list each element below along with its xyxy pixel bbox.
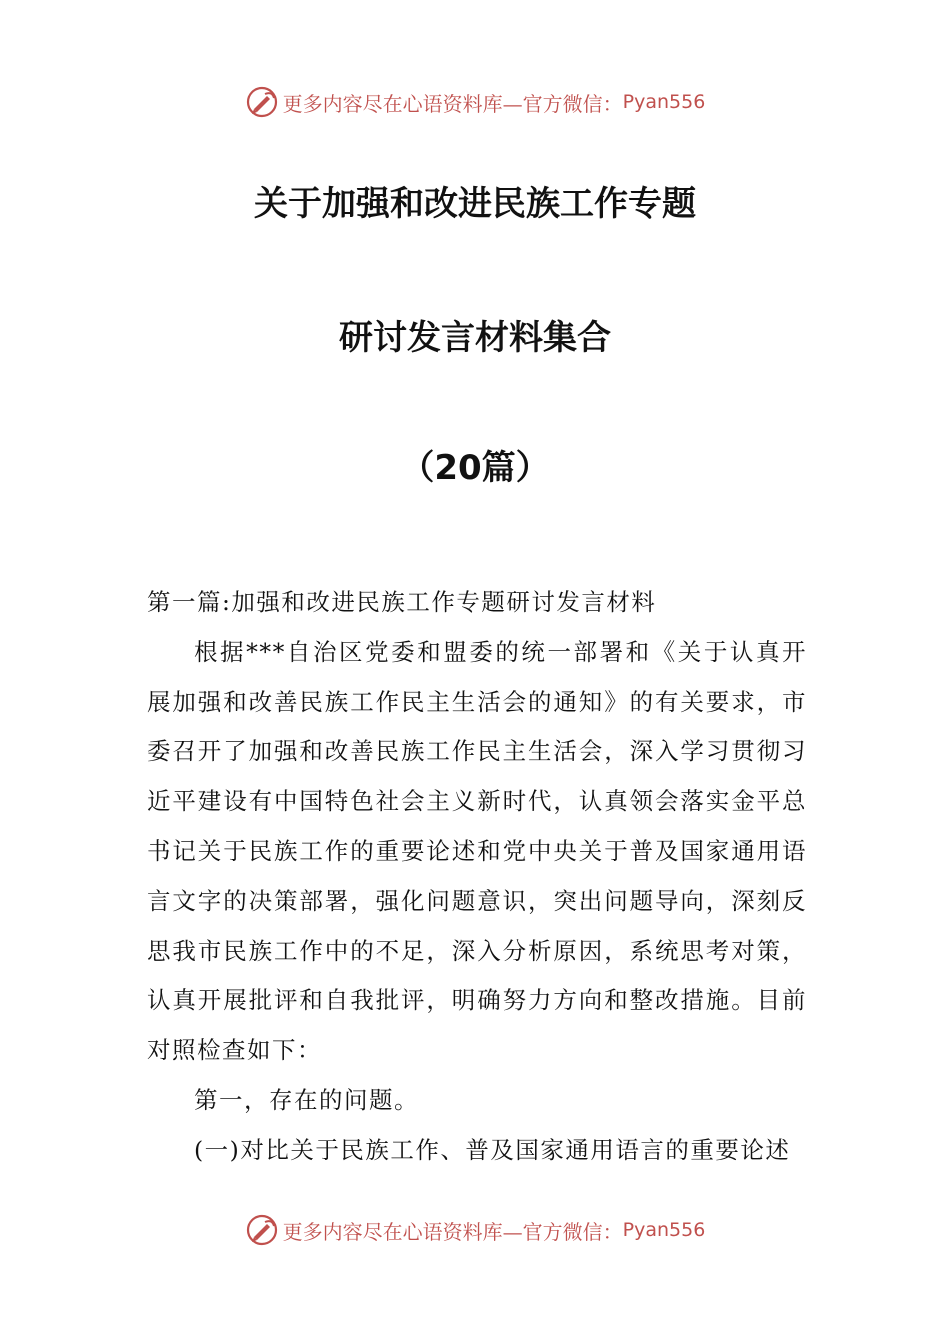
watermark-text: 更多内容尽在心语资料库—官方微信： [282, 1219, 623, 1244]
pen-logo-icon [245, 1213, 279, 1247]
document-title-line1: 关于加强和改进民族工作专题 [254, 184, 696, 224]
watermark-handle: Pyan556 [622, 1219, 706, 1241]
footer-watermark [0, 1210, 950, 1250]
body-paragraph: (一)对比关于民族工作、普及国家通用语言的重要论述 [194, 1135, 791, 1164]
section-heading: 第一篇:加强和改进民族工作专题研讨发言材料 [147, 588, 657, 616]
body-paragraph: 第一，存在的问题。 [194, 1085, 419, 1114]
document-title-count: （20篇） [400, 448, 550, 488]
watermark-handle: Pyan556 [622, 91, 706, 113]
watermark-text: 更多内容尽在心语资料库—官方微信： [282, 91, 623, 116]
document-title-line2: 研讨发言材料集合 [339, 318, 611, 358]
document-body [147, 578, 807, 1176]
body-paragraph: 根据***自治区党委和盟委的统一部署和《关于认真开展加强和改善民族工作民主生活会的通知》的有关要求，市委召开了加强和改善民族工作民主生活会，深入学习贯彻习近平建设有中国特色社会主义新时代，认真领会落实金平总书记关于民族工作的重要论述和党中央关于普及国家通用语言文字的决策部署，强化问题意识，突出问题导向，深刻反思我市民族工作中的不足，深入分析原因，系统思考对策，认真开展批评和自我批评，明确努力方向和整改措施。目前对照检查如下： [147, 637, 807, 1065]
pen-logo-icon [245, 85, 279, 119]
header-watermark [0, 82, 950, 122]
